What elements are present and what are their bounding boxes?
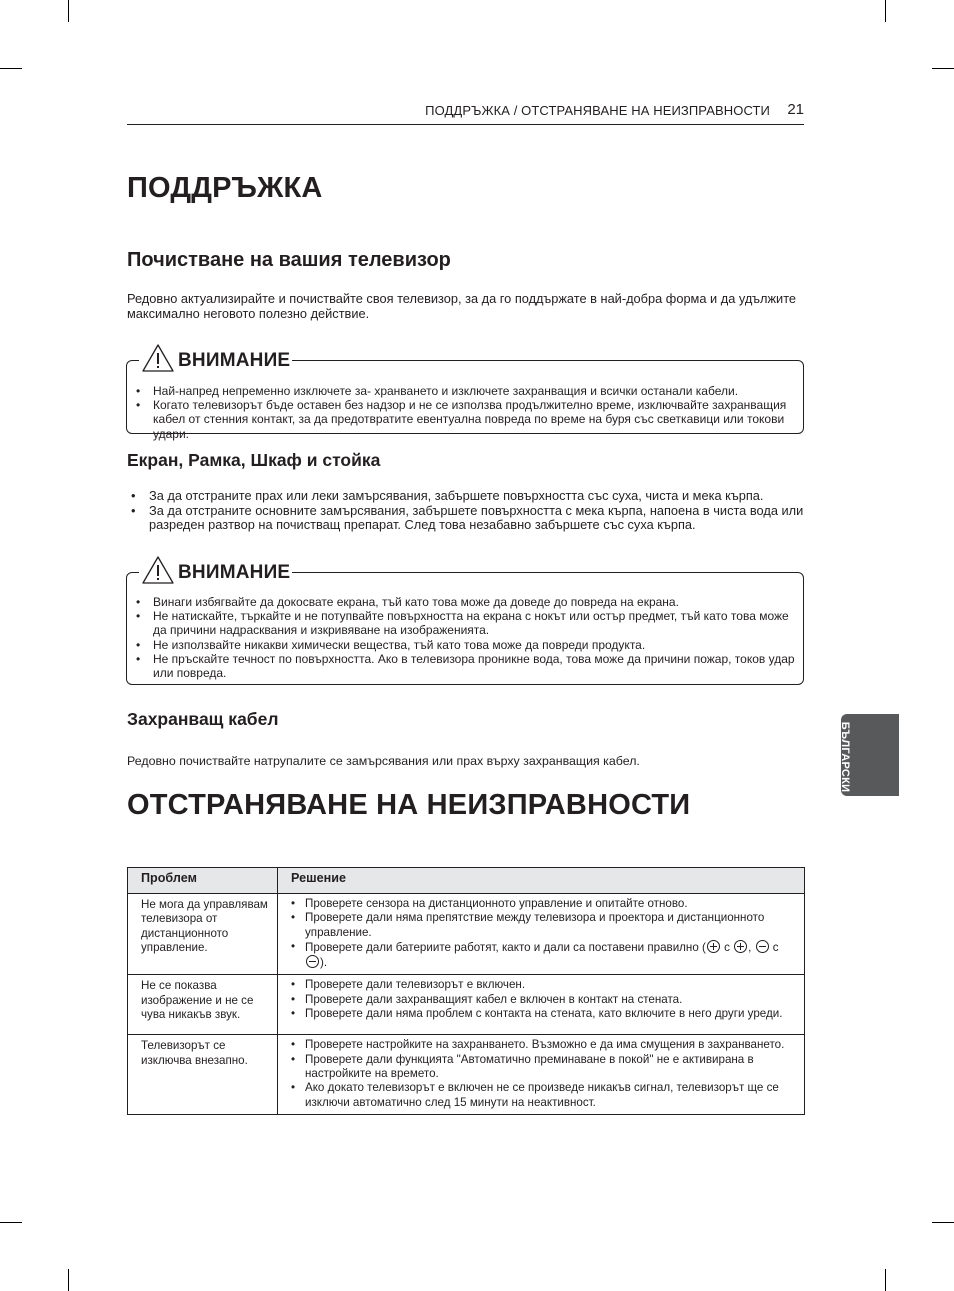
solution-cell (278, 975, 805, 1035)
heading-screen: Екран, Рамка, Шкаф и стойка (127, 450, 381, 470)
caution-item: • Когато телевизорът бъде оставен без надзор и не се използва продължително време, изключвайте захранващия кабел от стенния контакт, за да предотвратите евентуална повреда по време на буря със светкавици или токови удари. (136, 398, 787, 441)
solution-item: • Проверете дали телевизорът е включен. (291, 978, 526, 992)
solution-cell (278, 894, 805, 975)
caution-box-cleaning (126, 350, 804, 441)
caution-item: • Не пръскайте течност по повърхността. Ако в телевизора проникне вода, това може да причини пожар, токов удар или повреда. (136, 651, 795, 681)
power-cord-text: Редовно почиствайте натрупалите се замърсявания или прах върху захранващия кабел. (127, 754, 640, 768)
caution-item: • Не натискайте, търкайте и не потупвайте повърхността на екрана с нокът или остър предмет, тъй като това може да причини надрасквания и изкривяване на изображенията. (136, 609, 789, 638)
problem-cell: Телевизорът се изключва внезапно. (128, 1035, 278, 1114)
solution-item: • Проверете настройките на захранването. Възможно е да има смущения в захранването. (291, 1038, 785, 1052)
running-header (127, 102, 804, 125)
crop-mark (68, 1269, 69, 1291)
crop-mark (932, 1222, 954, 1223)
table-row (128, 894, 805, 975)
caution-caption (139, 551, 292, 585)
list-item: • За да отстраните прах или леки замърсявания, забършете повърхността със суха, чиста и мека кърпа. (131, 488, 764, 503)
minus-terminal-icon (756, 940, 769, 953)
plus-terminal-icon (707, 940, 720, 953)
crop-mark (885, 1269, 886, 1291)
plus-terminal-icon (734, 940, 747, 953)
minus-terminal-icon (306, 955, 319, 968)
running-title: ПОДДРЪЖКА / ОТСТРАНЯВАНЕ НА НЕИЗПРАВНОСТИ (425, 103, 770, 118)
caution-item: • Винаги избягвайте да докосвате екрана, тъй като това може да доведе до повреда на екрана. (136, 595, 679, 609)
language-label: БЪЛГАРСКИ (839, 721, 851, 793)
warning-triangle-icon (141, 343, 175, 373)
table-row (128, 1035, 805, 1114)
table-row (128, 975, 805, 1035)
language-side-tab (841, 714, 899, 796)
crop-mark (68, 0, 69, 22)
caution-caption (139, 339, 292, 373)
section-title-maintenance: ПОДДРЪЖКА (127, 172, 323, 204)
crop-mark (885, 0, 886, 22)
caution-item: • Най-напред непременно изключете за- хранването и изключете захранващия и всички останали кабели. (136, 384, 739, 398)
solution-item: • Ако докато телевизорът е включен не се произведе никакъв сигнал, телевизорът ще се изключи автоматично след 15 минути на неактивност. (291, 1081, 779, 1109)
troubleshooting-table (127, 867, 805, 1115)
heading-power-cord: Захранващ кабел (127, 709, 279, 729)
caution-label: ВНИМАНИЕ (178, 562, 291, 583)
solution-item: • Проверете дали батериите работят, както и дали са поставени правилно ( с , с ). (291, 939, 779, 970)
heading-cleaning: Почистване на вашия телевизор (127, 249, 451, 271)
problem-cell: Не се показва изображение и не се чува никакъв звук. (128, 975, 278, 1035)
problem-cell: Не мога да управлявам телевизора от дистанционното управление. (128, 894, 278, 975)
column-header-problem: Проблем (128, 868, 278, 894)
caution-label: ВНИМАНИЕ (178, 350, 291, 371)
solution-item: • Проверете сензора на дистанционното управление и опитайте отново. (291, 897, 688, 910)
crop-mark (932, 68, 954, 69)
solution-item: • Проверете дали няма проблем с контакта на стената, като включите в него други уреди. (291, 1007, 783, 1021)
caution-item: • Не използвайте никакви химически вещества, тъй като това може да повреди продукта. (136, 637, 646, 652)
table-header-row (128, 868, 805, 894)
crop-mark (0, 1222, 22, 1223)
solution-item: • Проверете дали функцията "Автоматично преминаване в покой" не е активирана в настройките на времето. (291, 1052, 754, 1080)
caution-box-screen (126, 562, 804, 685)
caution-list (127, 573, 803, 680)
screen-list (127, 489, 807, 533)
cleaning-intro: Редовно актуализирайте и почиствайте своя телевизор, за да го поддържате в най-добра форма и да удължите максимално неговото полезно действие. (127, 291, 797, 321)
solution-cell (278, 1035, 805, 1114)
column-header-solution: Решение (278, 868, 805, 894)
page-number: 21 (787, 101, 804, 118)
warning-triangle-icon (141, 555, 175, 585)
list-item: • За да отстраните основните замърсявания, забършете повърхността с мека кърпа, напоена в чиста вода или разреден разтвор на почистващ препарат. След това незабавно забършете със суха кърпа. (131, 502, 804, 533)
section-title-troubleshooting: ОТСТРАНЯВАНЕ НА НЕИЗПРАВНОСТИ (127, 789, 691, 821)
solution-item: • Проверете дали захранващият кабел е включен в контакт на стената. (291, 992, 683, 1006)
crop-mark (0, 68, 22, 69)
solution-item: • Проверете дали няма препятствие между телевизора и проектора и дистанционното управление. (291, 911, 765, 939)
